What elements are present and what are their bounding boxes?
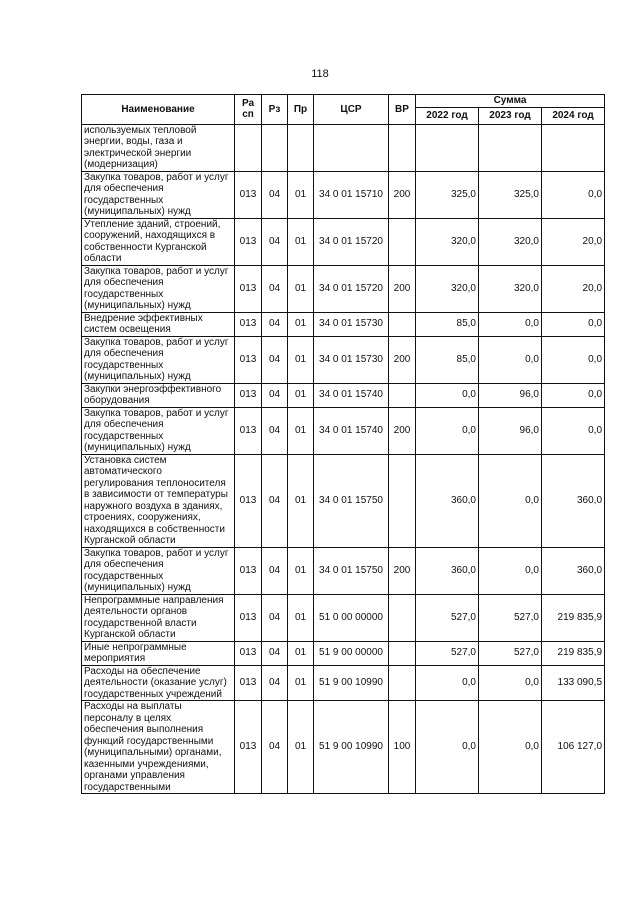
row-2024: 0,0 <box>542 312 605 336</box>
row-csr: 51 0 00 00000 <box>314 594 389 641</box>
row-vr <box>389 383 416 407</box>
table-row <box>82 383 605 407</box>
row-2022 <box>416 124 479 171</box>
row-rz <box>262 124 288 171</box>
row-rasp: 013 <box>235 641 262 665</box>
row-2024: 219 835,9 <box>542 594 605 641</box>
table-body <box>82 124 605 794</box>
row-2023: 96,0 <box>479 407 542 454</box>
row-pr: 01 <box>288 171 314 218</box>
row-vr <box>389 124 416 171</box>
budget-table <box>81 94 605 794</box>
row-2024: 0,0 <box>542 336 605 383</box>
row-2024: 20,0 <box>542 218 605 265</box>
row-2022: 360,0 <box>416 454 479 547</box>
row-2023: 0,0 <box>479 701 542 794</box>
row-pr: 01 <box>288 336 314 383</box>
row-name: Расходы на обеспечение деятельности (оказание услуг) государственных учреждений <box>82 665 235 701</box>
row-pr: 01 <box>288 547 314 594</box>
row-csr: 51 9 00 10990 <box>314 665 389 701</box>
row-2022: 0,0 <box>416 701 479 794</box>
header-rasp: Ра сп <box>235 95 262 125</box>
row-vr <box>389 665 416 701</box>
row-name: Внедрение эффективных систем освещения <box>82 312 235 336</box>
row-vr: 200 <box>389 265 416 312</box>
row-rasp: 013 <box>235 265 262 312</box>
row-2022: 0,0 <box>416 407 479 454</box>
table-row <box>82 454 605 547</box>
header-rz: Рз <box>262 95 288 125</box>
row-2022: 0,0 <box>416 383 479 407</box>
row-rasp: 013 <box>235 336 262 383</box>
row-rz: 04 <box>262 641 288 665</box>
row-name: Иные непрограммные мероприятия <box>82 641 235 665</box>
row-rasp: 013 <box>235 312 262 336</box>
row-rz: 04 <box>262 265 288 312</box>
row-csr: 51 9 00 00000 <box>314 641 389 665</box>
row-csr: 34 0 01 15740 <box>314 383 389 407</box>
row-vr: 200 <box>389 336 416 383</box>
row-2023 <box>479 124 542 171</box>
header-name: Наименование <box>82 95 235 125</box>
row-2022: 360,0 <box>416 547 479 594</box>
row-name: Непрограммные направления деятельности органов государственной власти Курганской области <box>82 594 235 641</box>
row-name: Утепление зданий, строений, сооружений, находящихся в собственности Курганской области <box>82 218 235 265</box>
row-pr: 01 <box>288 218 314 265</box>
row-rz: 04 <box>262 665 288 701</box>
row-vr <box>389 641 416 665</box>
row-csr: 34 0 01 15730 <box>314 336 389 383</box>
row-2024: 0,0 <box>542 171 605 218</box>
row-rz: 04 <box>262 701 288 794</box>
row-2024: 360,0 <box>542 547 605 594</box>
row-pr: 01 <box>288 407 314 454</box>
table-row <box>82 336 605 383</box>
row-rz: 04 <box>262 594 288 641</box>
table-row <box>82 265 605 312</box>
table-row <box>82 701 605 794</box>
row-vr <box>389 594 416 641</box>
table-row <box>82 218 605 265</box>
row-csr: 34 0 01 15750 <box>314 454 389 547</box>
row-name: Закупка товаров, работ и услуг для обеспечения государственных (муниципальных) нужд <box>82 265 235 312</box>
row-2022: 85,0 <box>416 312 479 336</box>
row-2022: 325,0 <box>416 171 479 218</box>
row-2023: 325,0 <box>479 171 542 218</box>
row-name: Закупка товаров, работ и услуг для обеспечения государственных (муниципальных) нужд <box>82 547 235 594</box>
row-pr <box>288 124 314 171</box>
row-rasp: 013 <box>235 407 262 454</box>
table-row <box>82 665 605 701</box>
row-pr: 01 <box>288 594 314 641</box>
row-vr <box>389 312 416 336</box>
row-rasp: 013 <box>235 454 262 547</box>
row-rz: 04 <box>262 407 288 454</box>
row-2024 <box>542 124 605 171</box>
row-rz: 04 <box>262 336 288 383</box>
header-pr: Пр <box>288 95 314 125</box>
row-pr: 01 <box>288 383 314 407</box>
table-row <box>82 641 605 665</box>
row-2024: 20,0 <box>542 265 605 312</box>
row-csr: 34 0 01 15750 <box>314 547 389 594</box>
header-2023: 2023 год <box>479 107 542 124</box>
header-sum: Сумма <box>416 95 605 108</box>
row-rasp: 013 <box>235 547 262 594</box>
table-header <box>82 95 605 125</box>
row-csr <box>314 124 389 171</box>
row-2023: 527,0 <box>479 641 542 665</box>
row-vr: 200 <box>389 547 416 594</box>
table-row <box>82 407 605 454</box>
row-2023: 0,0 <box>479 665 542 701</box>
row-2024: 0,0 <box>542 383 605 407</box>
row-vr: 200 <box>389 171 416 218</box>
row-pr: 01 <box>288 641 314 665</box>
row-2022: 0,0 <box>416 665 479 701</box>
row-2022: 320,0 <box>416 218 479 265</box>
row-2024: 133 090,5 <box>542 665 605 701</box>
table-row <box>82 124 605 171</box>
row-2022: 527,0 <box>416 594 479 641</box>
header-vr: ВР <box>389 95 416 125</box>
row-rasp: 013 <box>235 594 262 641</box>
row-2022: 320,0 <box>416 265 479 312</box>
row-vr: 200 <box>389 407 416 454</box>
row-2023: 0,0 <box>479 547 542 594</box>
row-name: используемых тепловой энергии, воды, газа и электрической энергии (модернизация) <box>82 124 235 171</box>
row-rasp: 013 <box>235 383 262 407</box>
row-rasp: 013 <box>235 701 262 794</box>
row-pr: 01 <box>288 454 314 547</box>
row-2024: 0,0 <box>542 407 605 454</box>
row-pr: 01 <box>288 665 314 701</box>
row-name: Установка систем автоматического регулирования теплоносителя в зависимости от температуры наружного воздуха в зданиях, строениях, сооружениях, находящихся в собственности Курганской области <box>82 454 235 547</box>
row-csr: 51 9 00 10990 <box>314 701 389 794</box>
row-csr: 34 0 01 15710 <box>314 171 389 218</box>
row-2023: 320,0 <box>479 265 542 312</box>
row-pr: 01 <box>288 312 314 336</box>
table-row <box>82 171 605 218</box>
row-2022: 85,0 <box>416 336 479 383</box>
row-rasp: 013 <box>235 218 262 265</box>
row-pr: 01 <box>288 265 314 312</box>
row-rz: 04 <box>262 454 288 547</box>
row-2023: 320,0 <box>479 218 542 265</box>
row-2024: 360,0 <box>542 454 605 547</box>
row-rz: 04 <box>262 547 288 594</box>
row-2023: 0,0 <box>479 336 542 383</box>
row-pr: 01 <box>288 701 314 794</box>
row-2023: 527,0 <box>479 594 542 641</box>
row-rz: 04 <box>262 383 288 407</box>
row-2022: 527,0 <box>416 641 479 665</box>
row-2024: 219 835,9 <box>542 641 605 665</box>
row-csr: 34 0 01 15720 <box>314 218 389 265</box>
header-csr: ЦСР <box>314 95 389 125</box>
row-2023: 96,0 <box>479 383 542 407</box>
row-name: Закупка товаров, работ и услуг для обеспечения государственных (муниципальных) нужд <box>82 336 235 383</box>
row-rz: 04 <box>262 312 288 336</box>
row-vr: 100 <box>389 701 416 794</box>
row-2023: 0,0 <box>479 312 542 336</box>
row-rz: 04 <box>262 171 288 218</box>
row-rasp: 013 <box>235 665 262 701</box>
table-row <box>82 594 605 641</box>
row-csr: 34 0 01 15720 <box>314 265 389 312</box>
row-2023: 0,0 <box>479 454 542 547</box>
header-2024: 2024 год <box>542 107 605 124</box>
row-name: Закупка товаров, работ и услуг для обеспечения государственных (муниципальных) нужд <box>82 171 235 218</box>
row-rz: 04 <box>262 218 288 265</box>
table-row <box>82 547 605 594</box>
row-vr <box>389 454 416 547</box>
page-number: 118 <box>311 68 329 80</box>
table-row <box>82 312 605 336</box>
row-rasp <box>235 124 262 171</box>
header-2022: 2022 год <box>416 107 479 124</box>
row-vr <box>389 218 416 265</box>
row-2024: 106 127,0 <box>542 701 605 794</box>
row-name: Закупки энергоэффективного оборудования <box>82 383 235 407</box>
row-name: Закупка товаров, работ и услуг для обеспечения государственных (муниципальных) нужд <box>82 407 235 454</box>
row-rasp: 013 <box>235 171 262 218</box>
row-csr: 34 0 01 15740 <box>314 407 389 454</box>
row-name: Расходы на выплаты персоналу в целях обеспечения выполнения функций государственными (муниципальными) органами, казенными учреждениями, органами управления государственными <box>82 701 235 794</box>
row-csr: 34 0 01 15730 <box>314 312 389 336</box>
